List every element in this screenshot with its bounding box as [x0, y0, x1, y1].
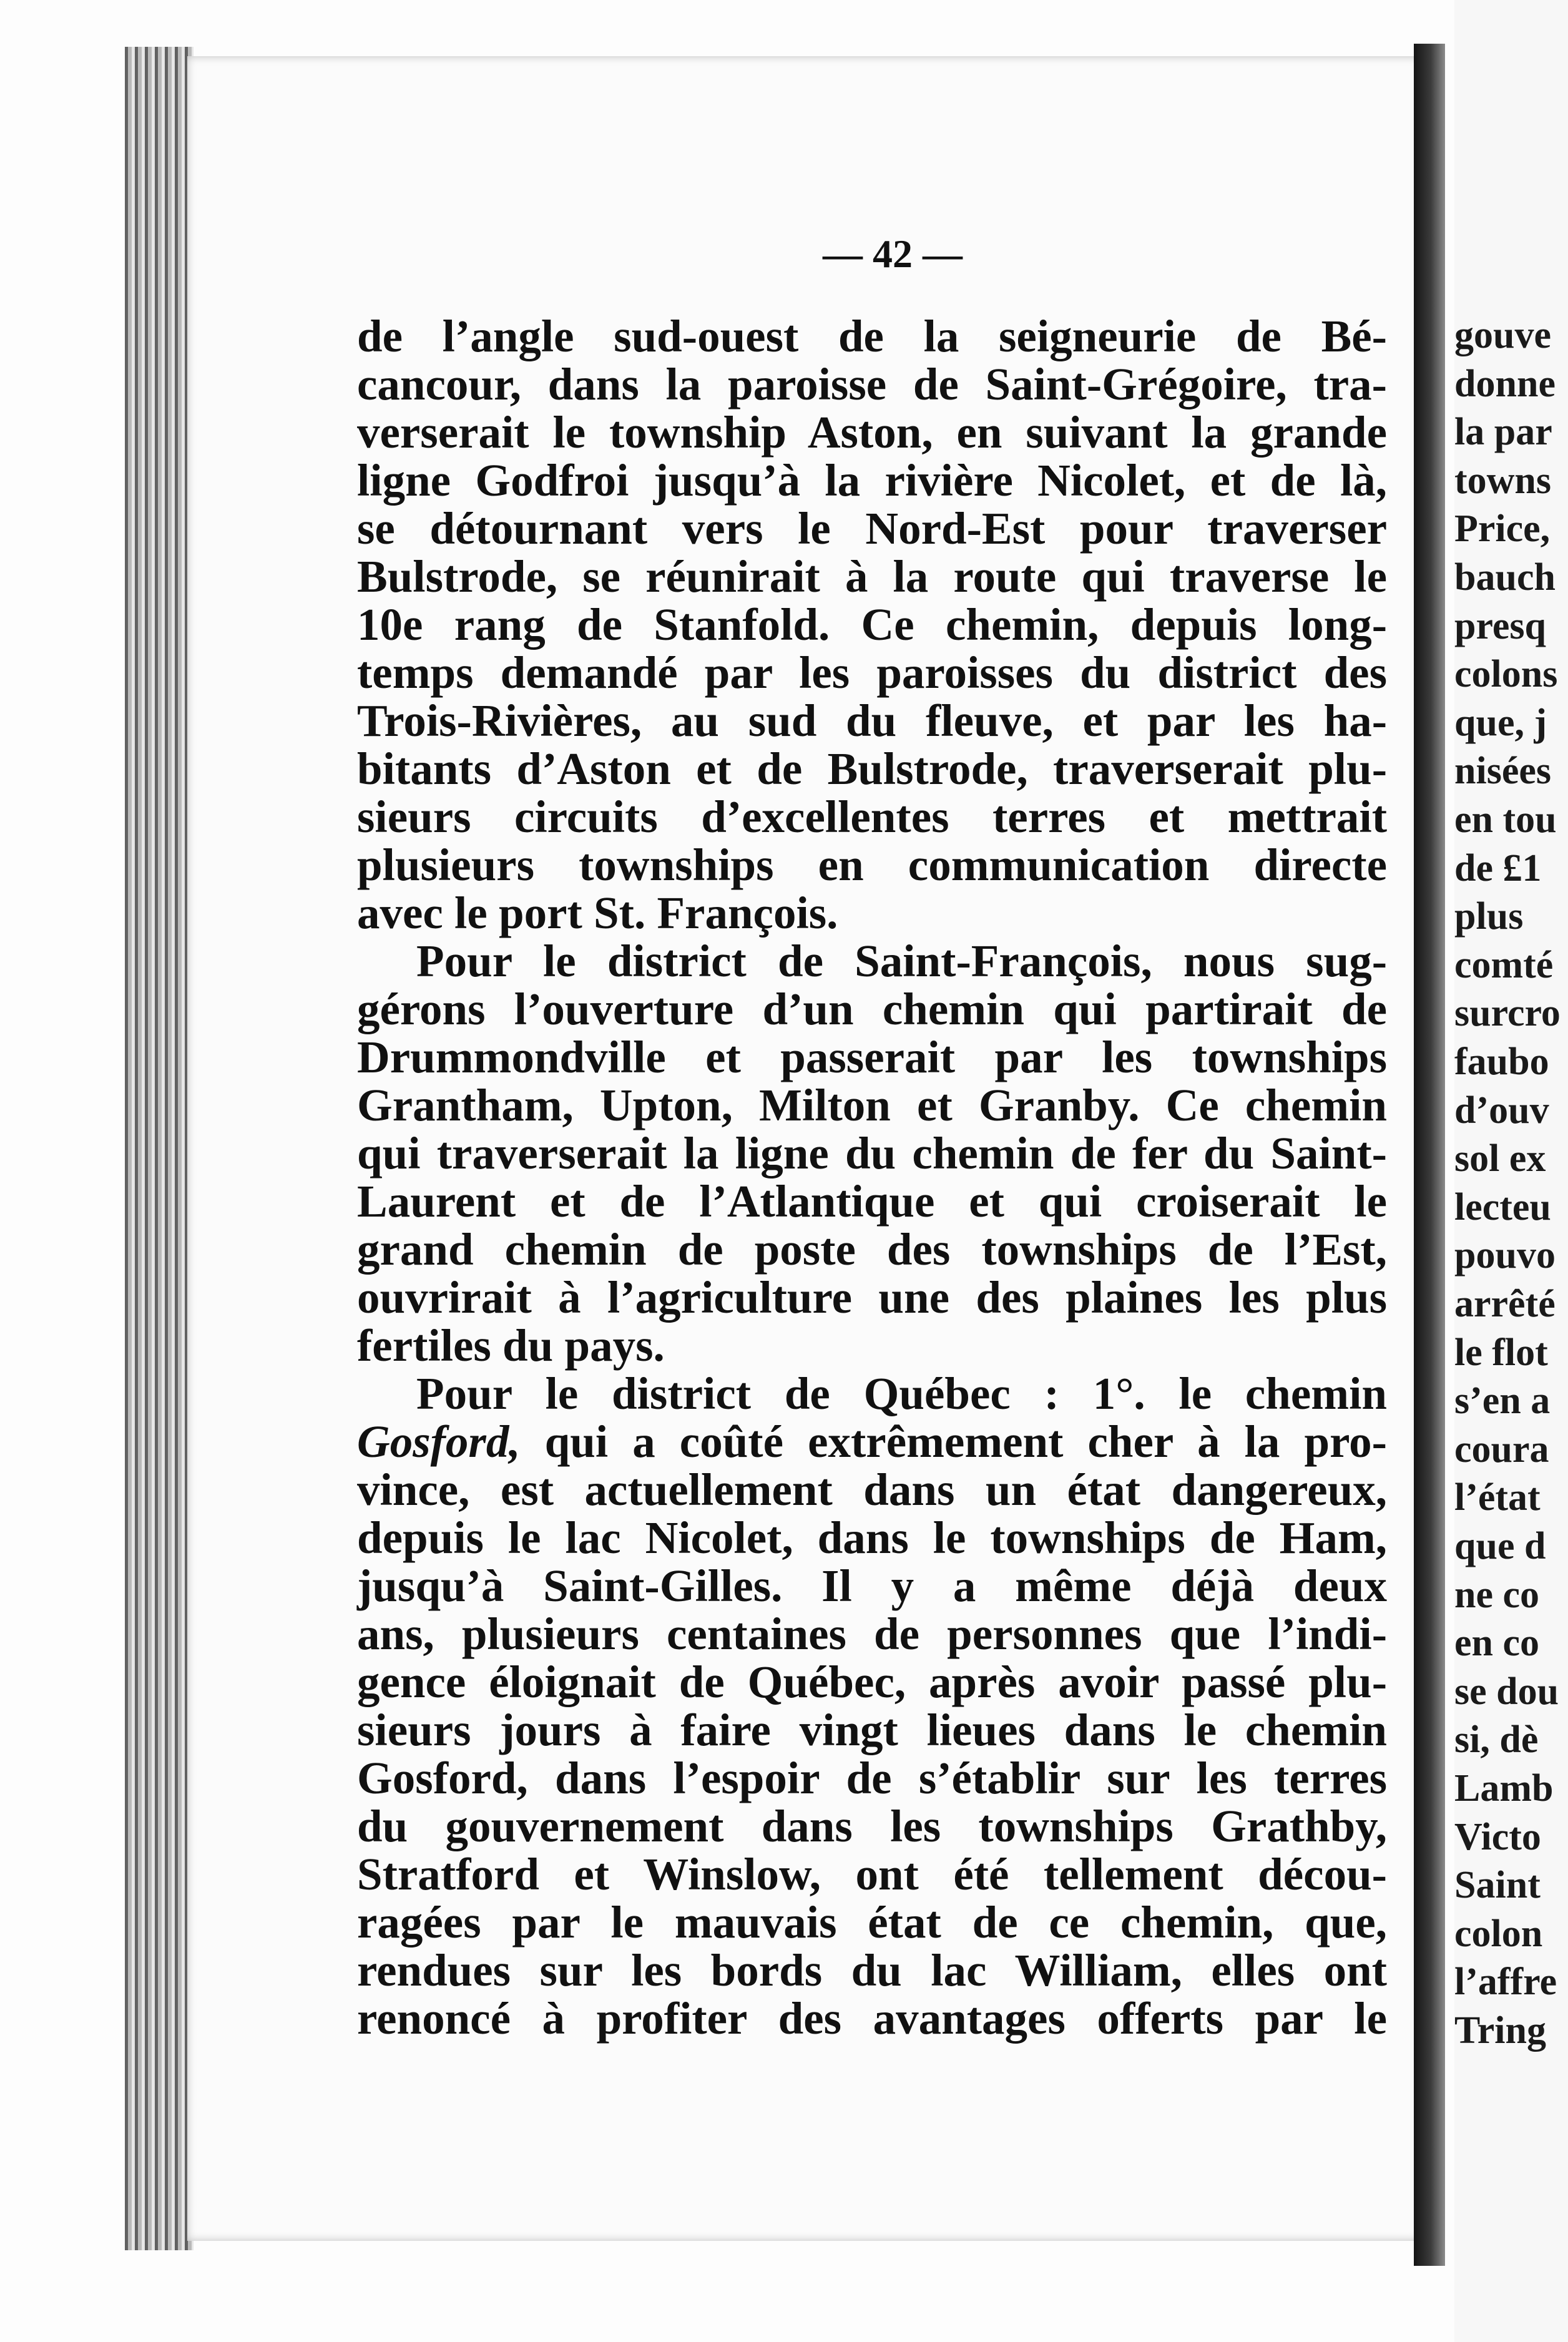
- adjacent-page-line: ne co: [1454, 1573, 1540, 1616]
- line-text: se détournant vers le Nord-Est pour traverser: [357, 503, 1387, 554]
- text-line: [357, 937, 1387, 985]
- text-line: [357, 1994, 1387, 2042]
- text-line: [357, 1177, 1387, 1225]
- text-line: [357, 312, 1387, 360]
- adjacent-page-line: se dou: [1454, 1670, 1559, 1713]
- adjacent-page-line: que d: [1454, 1525, 1546, 1567]
- line-text: fertiles du pays.: [357, 1320, 665, 1371]
- line-text: Pour le district de Saint-François, nous sug-: [416, 936, 1387, 986]
- adjacent-page-line: que, j: [1454, 701, 1547, 744]
- line-text: grand chemin de poste des townships de l’Est,: [357, 1224, 1387, 1275]
- page-body-text: [357, 312, 1387, 2042]
- text-line: [357, 1898, 1387, 1946]
- adjacent-page-line: l’affre: [1454, 1961, 1557, 2004]
- adjacent-page-line: colons: [1454, 653, 1558, 696]
- line-text: du gouvernement dans les townships Grathby,: [357, 1801, 1387, 1851]
- line-text: Grantham, Upton, Milton et Granby. Ce chemin: [357, 1080, 1387, 1130]
- adjacent-page-line: colon: [1454, 1912, 1543, 1955]
- adjacent-page-line: Lamb: [1454, 1767, 1554, 1810]
- line-text: plusieurs townships en communication directe: [357, 840, 1387, 890]
- adjacent-page-line: lecteu: [1454, 1185, 1551, 1228]
- line-text: 10e rang de Stanfold. Ce chemin, depuis long-: [357, 599, 1387, 650]
- line-text: Stratford et Winslow, ont été tellement décou-: [357, 1849, 1387, 1899]
- text-line: [357, 1610, 1387, 1658]
- line-text: Gosford, dans l’espoir de s’établir sur les terres: [357, 1753, 1387, 1803]
- text-line: [357, 1273, 1387, 1321]
- text-line: [357, 1129, 1387, 1177]
- adjacent-page-line: nisées: [1454, 750, 1551, 793]
- line-text: cancour, dans la paroisse de Saint-Grégoire, tra-: [357, 359, 1387, 409]
- text-line: [357, 1418, 1387, 1466]
- italic-text: Gosford,: [357, 1416, 521, 1467]
- adjacent-page-line: Saint: [1454, 1864, 1541, 1907]
- book-gutter-shadow: [1414, 44, 1445, 2266]
- line-text: depuis le lac Nicolet, dans le townships de Ham,: [357, 1512, 1387, 1563]
- adjacent-page-line: towns: [1454, 459, 1552, 502]
- line-text: Pour le district de Québec : 1°. le chemin: [416, 1368, 1387, 1419]
- adjacent-page-line: Price,: [1454, 507, 1551, 551]
- line-text: sieurs circuits d’excellentes terres et mettrait: [357, 791, 1387, 842]
- adjacent-page-line: l’état: [1454, 1476, 1541, 1519]
- line-text: Bulstrode, se réunirait à la route qui traverse le: [357, 551, 1387, 602]
- adjacent-page-line: de £1: [1454, 846, 1542, 889]
- adjacent-page-line: en co: [1454, 1622, 1540, 1665]
- line-text: ans, plusieurs centaines de personnes que l’indi-: [357, 1609, 1387, 1659]
- adjacent-page-line: si, dè: [1454, 1718, 1539, 1761]
- line-text: gence éloignait de Québec, après avoir passé plu-: [357, 1657, 1387, 1707]
- line-text: de l’angle sud-ouest de la seigneurie de Bé-: [357, 311, 1387, 361]
- text-line: [357, 1706, 1387, 1754]
- text-line: [357, 985, 1387, 1033]
- line-text: Drummondville et passerait par les townships: [357, 1032, 1387, 1082]
- adjacent-page-line: Tring: [1454, 2009, 1546, 2052]
- line-text: avec le port St. François.: [357, 888, 838, 938]
- text-line: [357, 552, 1387, 600]
- adjacent-page-line: surcro: [1454, 992, 1561, 1035]
- text-line: [357, 1802, 1387, 1850]
- page-number: — 42 —: [823, 232, 963, 276]
- line-text: jusqu’à Saint-Gilles. Il y a même déjà deux: [357, 1561, 1387, 1611]
- text-line: [357, 1754, 1387, 1802]
- adjacent-page-line: gouve: [1454, 314, 1551, 356]
- text-line: [357, 889, 1387, 937]
- line-text: verserait le township Aston, en suivant la grande: [357, 407, 1387, 458]
- adjacent-page-line: Victo: [1454, 1815, 1541, 1858]
- adjacent-page-line: s’en a: [1454, 1379, 1551, 1423]
- text-line: [357, 456, 1387, 504]
- book-page-edges: [125, 47, 194, 2250]
- line-text: Trois-Rivières, au sud du fleuve, et par les ha-: [357, 695, 1387, 746]
- line-text: ouvrirait à l’agriculture une des plaines les plus: [357, 1272, 1387, 1323]
- adjacent-page-line: la par: [1454, 411, 1552, 454]
- text-line: [357, 1850, 1387, 1898]
- line-text: temps demandé par les paroisses du district des: [357, 647, 1387, 698]
- text-line: [357, 600, 1387, 649]
- adjacent-page-line: donne: [1454, 362, 1556, 405]
- line-text: sieurs jours à faire vingt lieues dans le chemin: [357, 1705, 1387, 1755]
- adjacent-page-line: faubo: [1454, 1041, 1549, 1083]
- adjacent-page-fragment: [1454, 0, 1568, 2342]
- line-text: qui traverserait la ligne du chemin de fer du Saint-: [357, 1128, 1387, 1178]
- adjacent-page-line: plus: [1454, 895, 1524, 938]
- adjacent-page-line: coura: [1454, 1428, 1549, 1471]
- line-text: qui a coûté extrêmement cher à la pro-: [520, 1416, 1387, 1467]
- adjacent-page-line: presq: [1454, 604, 1547, 647]
- text-line: [357, 649, 1387, 697]
- text-line: [357, 504, 1387, 552]
- text-line: [357, 1081, 1387, 1129]
- text-line: [357, 745, 1387, 793]
- text-line: [357, 793, 1387, 841]
- text-line: [357, 1562, 1387, 1610]
- line-text: bitants d’Aston et de Bulstrode, traverserait plu-: [357, 743, 1387, 794]
- line-text: rendues sur les bords du lac William, elles ont: [357, 1945, 1387, 1996]
- adjacent-page-line: comté: [1454, 943, 1554, 986]
- line-text: ligne Godfroi jusqu’à la rivière Nicolet, et de là,: [357, 455, 1387, 506]
- text-line: [357, 1225, 1387, 1273]
- text-line: [357, 841, 1387, 889]
- text-line: [357, 1514, 1387, 1562]
- text-line: [357, 1658, 1387, 1706]
- text-line: [357, 1946, 1387, 1994]
- adjacent-page-line: sol ex: [1454, 1137, 1546, 1180]
- line-text: Laurent et de l’Atlantique et qui croiserait le: [357, 1176, 1387, 1227]
- text-line: [357, 408, 1387, 456]
- text-line: [357, 360, 1387, 408]
- text-line: [357, 1033, 1387, 1081]
- text-line: [357, 1466, 1387, 1514]
- adjacent-page-line: arrêté: [1454, 1283, 1556, 1325]
- text-line: [357, 1369, 1387, 1418]
- line-text: renoncé à profiter des avantages offerts par le: [357, 1993, 1387, 2044]
- line-text: gérons l’ouverture d’un chemin qui partirait de: [357, 984, 1387, 1034]
- text-line: [357, 1321, 1387, 1369]
- adjacent-page-line: en tou: [1454, 798, 1557, 841]
- text-line: [357, 697, 1387, 745]
- adjacent-page-line: bauch: [1454, 556, 1556, 599]
- adjacent-page-line: d’ouv: [1454, 1089, 1549, 1132]
- line-text: ragées par le mauvais état de ce chemin, que,: [357, 1897, 1387, 1948]
- adjacent-page-line: le flot: [1454, 1331, 1548, 1374]
- adjacent-page-line: pouvo: [1454, 1234, 1556, 1277]
- line-text: vince, est actuellement dans un état dangereux,: [357, 1464, 1387, 1515]
